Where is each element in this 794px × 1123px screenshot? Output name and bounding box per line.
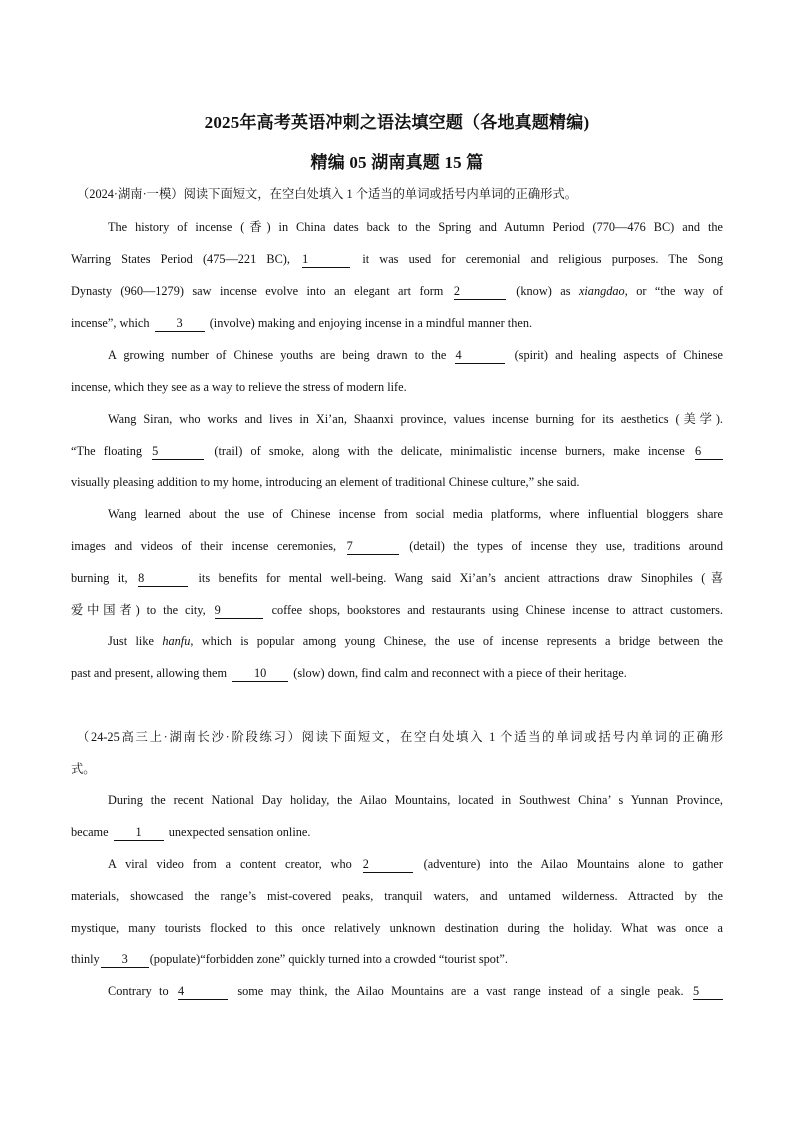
document-subtitle: 精编 05 湖南真题 15 篇	[310, 153, 484, 172]
passage1-line: past and present, allowing them 10 (slow) down, find calm and reconnect with a piece of their heritage.	[71, 666, 627, 680]
passage1-line: Just like hanfu, which is popular among young Chinese, the use of incense represents a bridge between the	[108, 634, 723, 648]
passage1-line: 爱中国者) to the city, 9 coffee shops, bookstores and restaurants using Chinese incense to attract customers.	[71, 603, 724, 617]
passage1-line: The history of incense (香) in China dates back to the Spring and Autumn Period (770—476 BC) and the	[108, 220, 723, 234]
passage1-line: burning it, 8 its benefits for mental well-being. Wang said Xi’an’s ancient attractions draw Sinophiles (喜	[71, 571, 723, 585]
passage1-line: incense, which they see as a way to relieve the stress of modern life.	[71, 380, 407, 394]
passage1-line: “The floating 5 (trail) of smoke, along with the delicate, minimalistic incense burners, make incense 6	[71, 443, 723, 460]
p2-blank-1[interactable]: 1	[114, 826, 164, 841]
passage2-line: became 1 unexpected sensation online.	[71, 825, 311, 839]
p2-blank-2[interactable]: 2	[363, 858, 413, 873]
blank-5[interactable]: 5	[152, 445, 204, 460]
passage1-line: Dynasty (960—1279) saw incense evolve into an elegant art form 2 (know) as xiangdao, or “the way of	[71, 284, 723, 298]
passage2-instruction-cont: 式。	[71, 762, 96, 776]
blank-3[interactable]: 3	[155, 317, 205, 332]
blank-8[interactable]: 8	[138, 572, 188, 587]
passage1-line: incense”, which 3 (involve) making and enjoying incense in a mindful manner then.	[71, 316, 533, 330]
passage2-instruction: （24-25高三上·湖南长沙·阶段练习）阅读下面短文，在空白处填入 1 个适当的单词或括号内单词的正确形	[77, 730, 723, 744]
blank-1[interactable]: 1	[302, 253, 350, 268]
blank-6[interactable]: 6	[695, 445, 723, 460]
passage2-line: During the recent National Day holiday, the Ailao Mountains, located in Southwest China’ s Yunnan Province,	[108, 793, 723, 807]
passage2-line: materials, showcased the range’s mist-covered peaks, tranquil waters, and untamed wilderness. Attracted by the	[71, 889, 723, 903]
p2-blank-4[interactable]: 4	[178, 985, 228, 1000]
passage2-line: thinly 3 (populate)“forbidden zone” quickly turned into a crowded “tourist spot”.	[71, 952, 508, 966]
p2-blank-5[interactable]: 5	[693, 985, 723, 1000]
blank-2[interactable]: 2	[454, 285, 506, 300]
passage1-line: Wang learned about the use of Chinese incense from social media platforms, where influential bloggers share	[108, 507, 723, 521]
blank-10[interactable]: 10	[232, 667, 288, 682]
passage1-line: Warring States Period (475—221 BC), 1 it was used for ceremonial and religious purposes. The Song	[71, 252, 723, 266]
p2-blank-3[interactable]: 3	[101, 953, 149, 968]
passage1-line: A growing number of Chinese youths are being drawn to the 4 (spirit) and healing aspects of Chinese	[108, 348, 723, 362]
blank-9[interactable]: 9	[215, 604, 263, 619]
passage1-line: visually pleasing addition to my home, introducing an element of traditional Chinese culture,” she said.	[71, 475, 580, 489]
passage2-line: A viral video from a content creator, who 2 (adventure) into the Ailao Mountains alone to gather	[108, 857, 723, 871]
passage1-line: Wang Siran, who works and lives in Xi’an, Shaanxi province, values incense burning for its aesthetics (美学).	[108, 412, 723, 426]
passage1-instruction: （2024·湖南·一模）阅读下面短文，在空白处填入 1 个适当的单词或括号内单词的正确形式。	[77, 187, 578, 201]
blank-4[interactable]: 4	[455, 349, 505, 364]
passage2-line: mystique, many tourists flocked to this once relatively unknown destination during the holiday. What was once a	[71, 921, 723, 935]
passage1-line: images and videos of their incense ceremonies, 7 (detail) the types of incense they use, traditions around	[71, 539, 723, 553]
document-title: 2025年高考英语冲刺之语法填空题（各地真题精编)	[204, 113, 590, 132]
passage2-line: Contrary to 4 some may think, the Ailao Mountains are a vast range instead of a single peak. 5	[108, 983, 723, 1000]
blank-7[interactable]: 7	[347, 540, 399, 555]
